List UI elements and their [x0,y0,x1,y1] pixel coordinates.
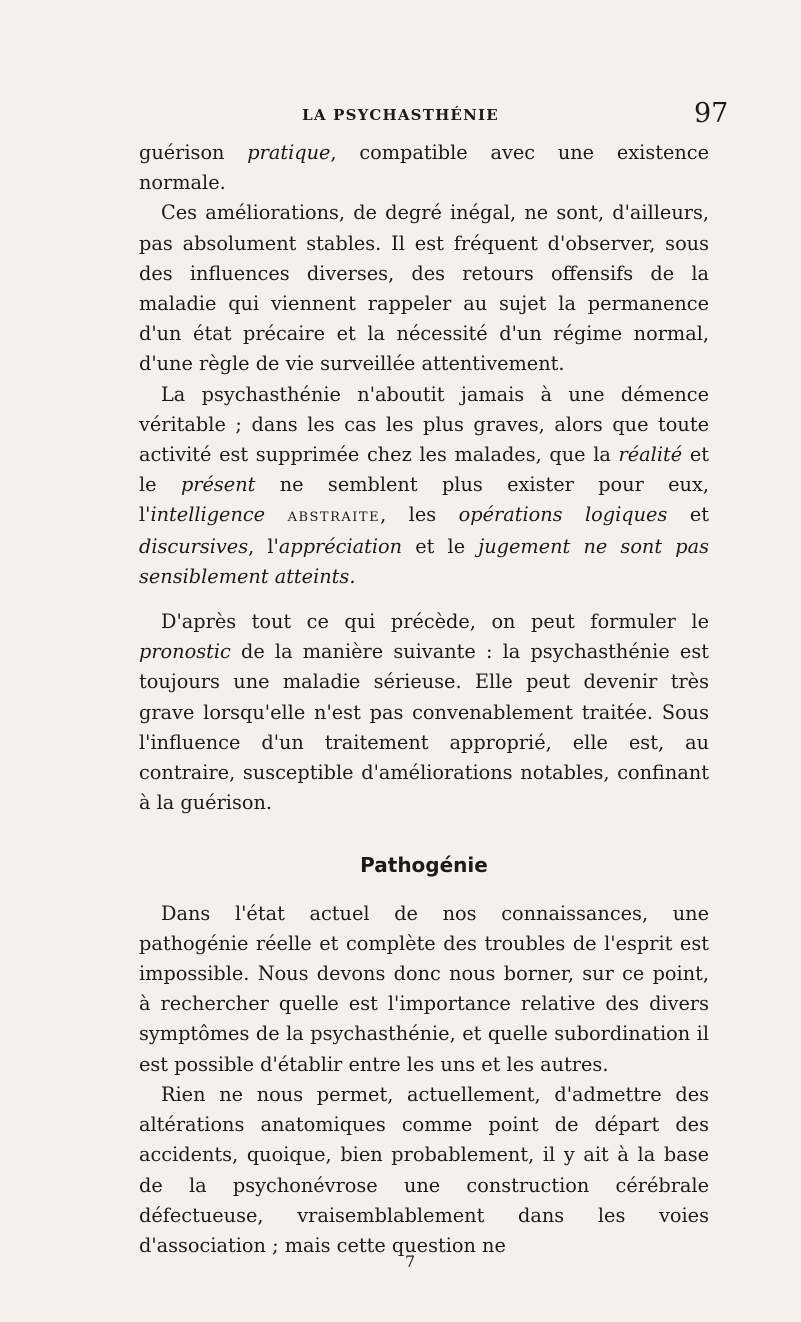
italic-run: appréciation [278,534,403,558]
running-title: LA PSYCHASTHÉNIE [302,106,499,124]
text-run: , les [380,503,459,527]
section-heading: Pathogénie [360,853,488,878]
italic-run: réalité [618,443,683,467]
paragraph-5: Dans l'état actuel de nos connaissances, une pathogénie réelle et complète des troubles de l'esprit est impossible. Nous devons donc nous borner, sur ce point, à rechercher quelle est l'importance relative des divers symptômes de la psychasthénie, et quelle subordination il est possible d'établir entre les uns et les autres. [139,901,709,1076]
text-run: ne semblent plus exister pour eux, l' [139,473,709,527]
paragraph-6: Rien ne nous permet, actuellement, d'admettre des altérations anatomiques comme point de départ des accidents, quoique, bien probablement, il y ait à la base de la psychonévrose une construction cérébrale défectueuse, vraisemblablement dans les voies d'association ; mais cette question ne [139,1082,709,1257]
signature-mark: 7 [405,1252,416,1271]
italic-run: jugement ne sont pas sensiblement atteints. [139,534,709,588]
smallcaps-run: abstraite [287,505,381,527]
text-run: La psychasthénie n'aboutit jamais à une démence véritable ; dans les cas les plus graves, alors que toute activité est supprimée chez les malades, que la [139,382,709,467]
paragraph-4 [139,607,709,818]
italic-run: pratique [247,141,331,164]
page-number: 97 [694,98,729,129]
text-run: et le [402,534,479,558]
paragraph-2: Ces améliorations, de degré inégal, ne sont, d'ailleurs, pas absolument stables. Il est fréquent d'observer, sous des influences diverses, des retours offensifs de la maladie qui viennent rappeler au sujet la permanence d'un état précaire et la nécessité d'un régime normal, d'une règle de vie surveillée attentivement. [139,201,709,376]
text-run: , l' [248,534,279,558]
text-run: guérison [139,141,248,164]
body-text [139,138,709,1261]
italic-run: pronostic [139,640,231,664]
text-run: et le [139,443,709,497]
italic-run: présent [180,473,256,497]
italic-run: opérations logiques [458,503,668,527]
italic-run: discursives [139,534,249,558]
text-run: de la manière suivante : la psychasthénie est toujours une maladie sérieuse. Elle peut devenir très grave lorsqu'elle n'est pas convenablement traitée. Sous l'influence d'un traitement approprié, elle est, au contraire, susceptible d'améliorations notables, confinant à la guérison. [139,640,709,815]
text-run [265,503,287,526]
text-run: , compatible avec une existence normale. [139,141,710,195]
paragraph-3 [139,380,709,592]
italic-run: intelligence [150,503,266,527]
text-run: et [667,503,709,527]
paragraph-1 [139,138,709,198]
text-run: D'après tout ce qui précède, on peut formuler le [161,610,709,634]
